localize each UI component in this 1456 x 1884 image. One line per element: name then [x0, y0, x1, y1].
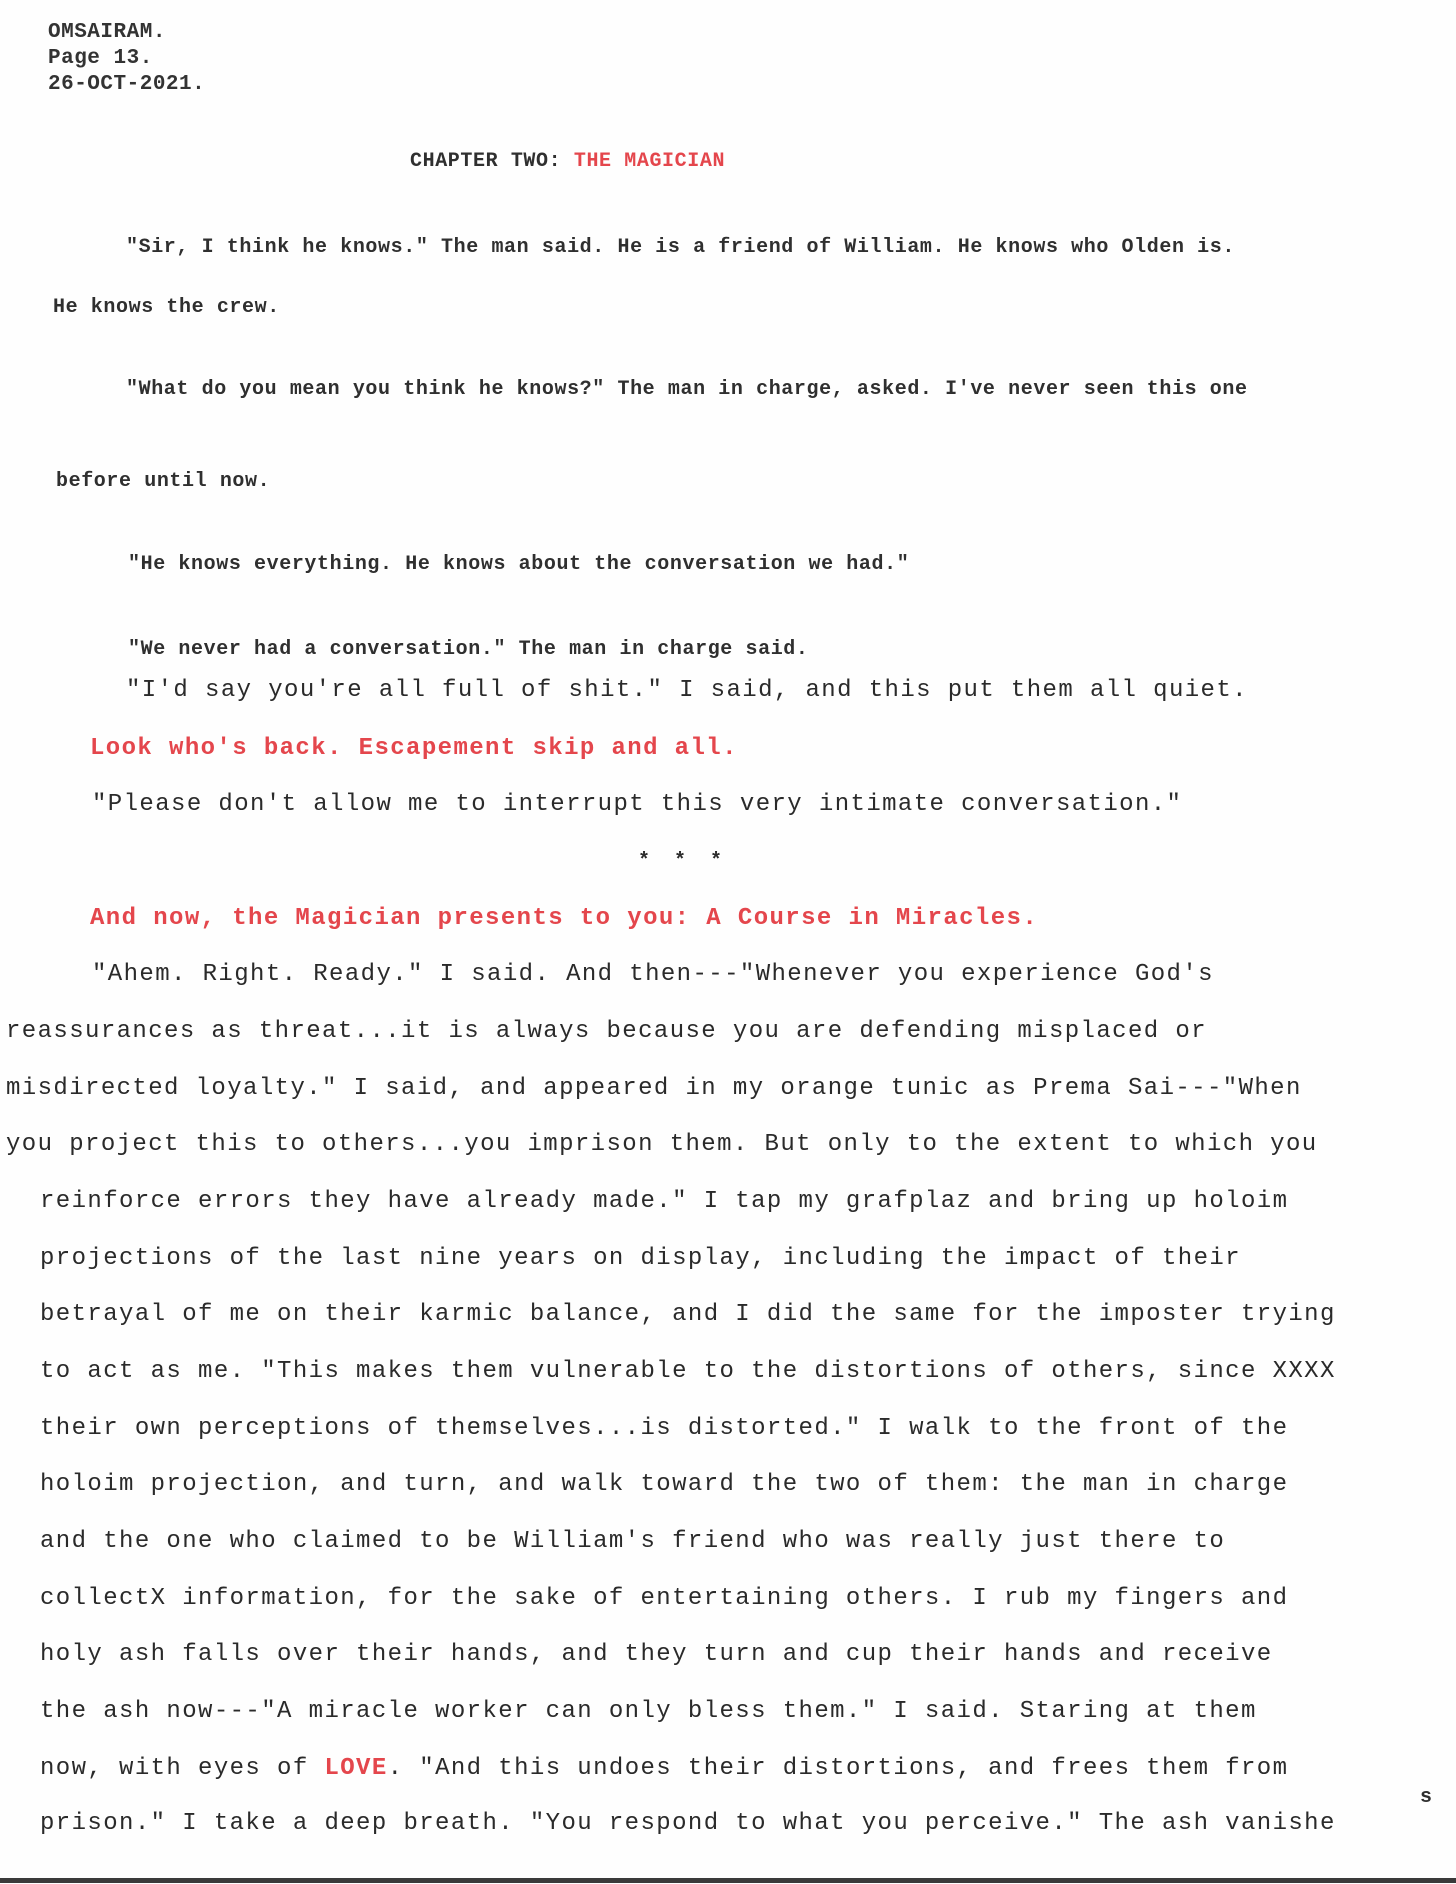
- paragraph-line: "What do you mean you think he knows?" The man in charge, asked. I've never seen this one: [126, 378, 1248, 401]
- header-line-omsairam: OMSAIRAM.: [48, 21, 166, 44]
- paragraph-fragment: now, with eyes of: [40, 1755, 325, 1782]
- paragraph-line: "We never had a conversation." The man in charge said.: [128, 638, 809, 661]
- page-bottom-edge: [0, 1878, 1456, 1883]
- paragraph-line: their own perceptions of themselves...is distorted." I walk to the front of the: [40, 1415, 1289, 1442]
- header-line-date: 26-OCT-2021.: [48, 73, 206, 96]
- paragraph-line: misdirected loyalty." I said, and appeared in my orange tunic as Prema Sai---"When: [6, 1075, 1302, 1102]
- paragraph-line: reinforce errors they have already made." I tap my grafplaz and bring up holoim: [40, 1188, 1289, 1215]
- paragraph-line: you project this to others...you imprison them. But only to the extent to which you: [6, 1131, 1318, 1158]
- red-word-love: LOVE: [324, 1755, 388, 1782]
- paragraph-line: projections of the last nine years on display, including the impact of their: [40, 1245, 1241, 1272]
- paragraph-line: holoim projection, and turn, and walk toward the two of them: the man in charge: [40, 1471, 1289, 1498]
- paragraph-line: reassurances as threat...it is always because you are defending misplaced or: [6, 1018, 1207, 1045]
- paragraph-line: to act as me. "This makes them vulnerable to the distortions of others, since XXXX: [40, 1358, 1336, 1385]
- red-announcement-line: And now, the Magician presents to you: A Course in Miracles.: [90, 905, 1039, 932]
- paragraph-line: "He knows everything. He knows about the conversation we had.": [128, 553, 910, 576]
- section-break-stars: * * *: [638, 850, 729, 873]
- paragraph-line: before until now.: [56, 470, 271, 493]
- red-remark-line: Look who's back. Escapement skip and all.: [90, 735, 738, 762]
- paragraph-line: He knows the crew.: [53, 296, 280, 319]
- paragraph-line: [40, 1757, 1288, 1781]
- header-line-page: Page 13.: [48, 47, 153, 70]
- paragraph-line: "Please don't allow me to interrupt this very intimate conversation.": [92, 791, 1183, 818]
- chapter-prefix: CHAPTER TWO:: [410, 150, 562, 173]
- paragraph-line: "Sir, I think he knows." The man said. He is a friend of William. He knows who Olden is.: [126, 236, 1235, 259]
- paragraph-line: prison." I take a deep breath. "You respond to what you perceive." The ash vanishe: [40, 1810, 1336, 1837]
- chapter-heading: [410, 152, 725, 172]
- paragraph-line: "I'd say you're all full of shit." I said, and this put them all quiet.: [126, 677, 1248, 704]
- paragraph-line: and the one who claimed to be William's friend who was really just there to: [40, 1528, 1226, 1555]
- paragraph-line: the ash now---"A miracle worker can only bless them." I said. Staring at them: [40, 1698, 1257, 1725]
- chapter-title: THE MAGICIAN: [573, 150, 726, 173]
- paragraph-fragment: . "And this undoes their distortions, and frees them from: [387, 1755, 1289, 1782]
- margin-letter: s: [1420, 1786, 1433, 1809]
- paragraph-line: "Ahem. Right. Ready." I said. And then---"Whenever you experience God's: [92, 961, 1214, 988]
- paragraph-line: holy ash falls over their hands, and they turn and cup their hands and receive: [40, 1641, 1273, 1668]
- paragraph-line: collectX information, for the sake of entertaining others. I rub my fingers and: [40, 1585, 1289, 1612]
- paragraph-line: betrayal of me on their karmic balance, and I did the same for the imposter trying: [40, 1301, 1336, 1328]
